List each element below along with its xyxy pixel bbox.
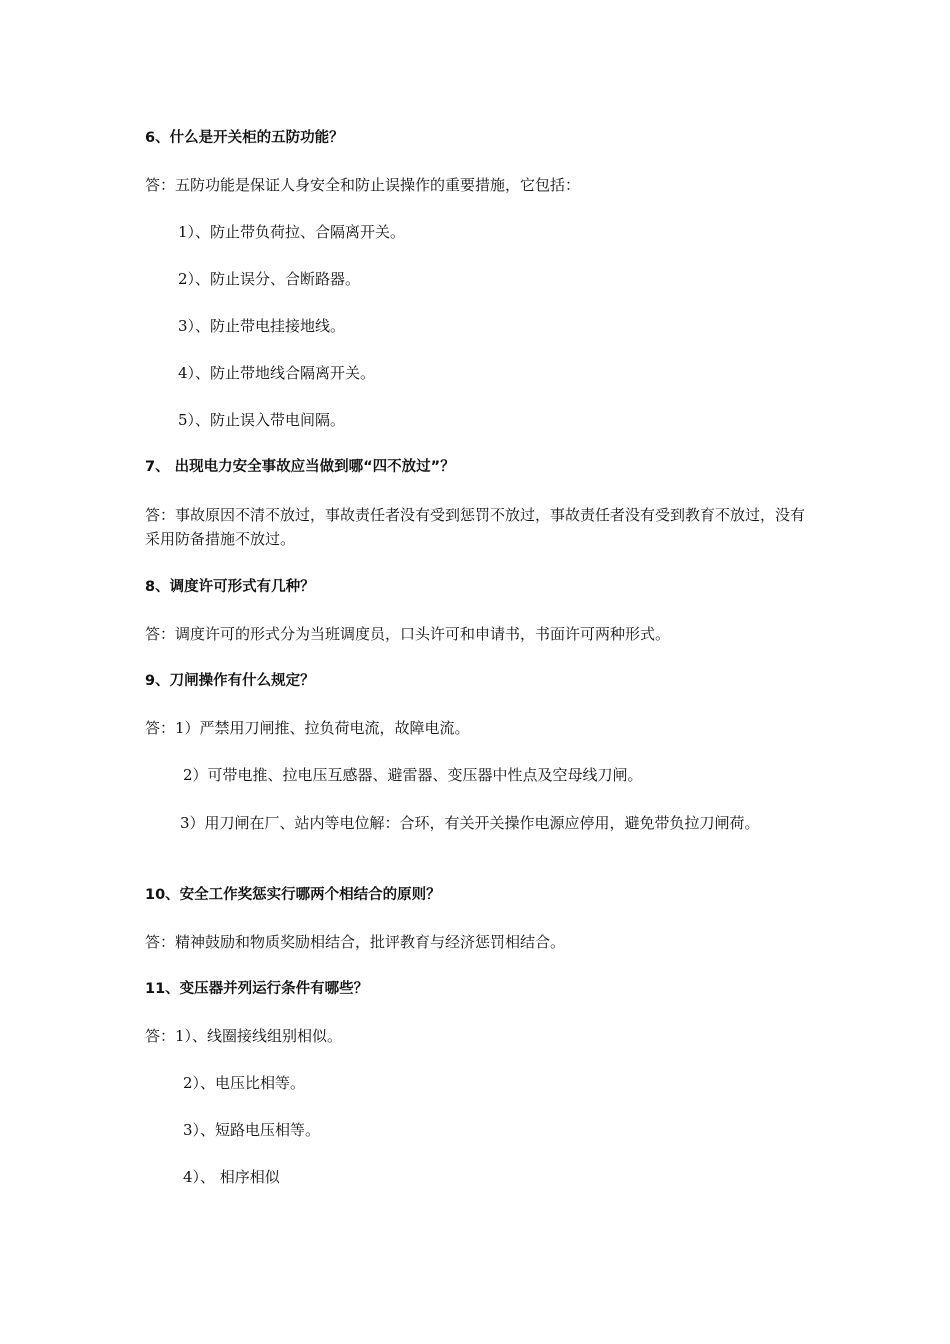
- answer-6-intro: 答：五防功能是保证人身安全和防止误操作的重要措施，它包括：: [145, 176, 581, 194]
- answer-6-item-2: 2）、防止误分、合断路器。: [178, 270, 361, 288]
- answer-7-text: 答：事故原因不清不放过，事故责任者没有受到惩罚不放过，事故责任者没有受到教育不放过，没有采用防备措施不放过。: [145, 506, 806, 548]
- answer-8-text: 答：调度许可的形式分为当班调度员，口头许可和申请书，书面许可两种形式。: [145, 625, 671, 643]
- question-9-heading: 9、刀闸操作有什么规定？: [145, 673, 315, 689]
- question-7-heading: 7、 出现电力安全事故应当做到哪“四不放过”？: [145, 459, 455, 475]
- answer-9-item-2: 2）可带电推、拉电压互感器、避雷器、变压器中性点及空母线刀闸。: [183, 766, 643, 784]
- answer-6-item-1: 1）、防止带负荷拉、合隔离开关。: [178, 223, 406, 241]
- answer-6-item-3: 3）、防止带电挂接地线。: [178, 317, 346, 335]
- answer-10-text: 答：精神鼓励和物质奖励相结合，批评教育与经济惩罚相结合。: [145, 933, 566, 951]
- question-8-heading: 8、调度许可形式有几种？: [145, 579, 315, 595]
- question-10-heading: 10、安全工作奖惩实行哪两个相结合的原则？: [145, 887, 441, 903]
- answer-6-item-4: 4）、防止带地线合隔离开关。: [178, 364, 376, 382]
- answer-6-item-5: 5）、防止误入带电间隔。: [178, 411, 346, 429]
- answer-9-item-1: 答：1）严禁用刀闸推、拉负荷电流，故障电流。: [145, 719, 470, 737]
- answer-11-item-3: 3）、短路电压相等。: [183, 1121, 321, 1139]
- question-6-heading: 6、什么是开关柜的五防功能？: [145, 130, 344, 146]
- answer-9-item-3: 3）用刀闸在厂、站内等电位解：合环，有关开关操作电源应停用，避免带负拉刀闸荷。: [180, 814, 760, 832]
- answer-11-item-4: 4）、 相序相似: [183, 1168, 280, 1186]
- answer-11-item-2: 2）、电压比相等。: [183, 1074, 306, 1092]
- answer-11-item-1: 答：1）、线圈接线组别相似。: [145, 1027, 343, 1045]
- question-11-heading: 11、变压器并列运行条件有哪些？: [145, 981, 369, 997]
